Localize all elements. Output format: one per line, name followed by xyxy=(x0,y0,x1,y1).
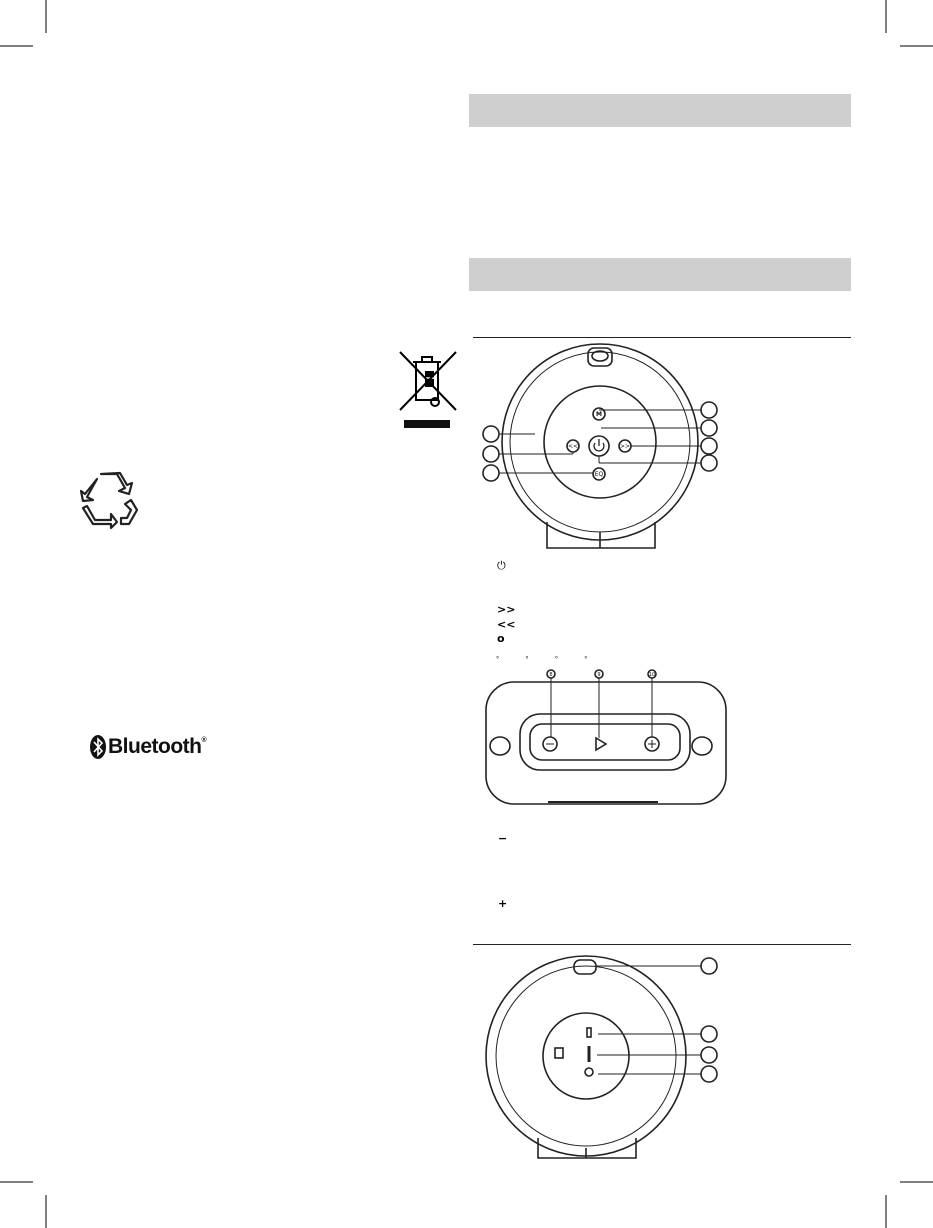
legend-circle-symbol: o xyxy=(497,632,505,645)
bluetooth-wordmark: Bluetooth xyxy=(108,735,202,758)
back-panel-diagram xyxy=(480,952,730,1164)
mode-button-label: M xyxy=(596,411,602,418)
divider-back-panel xyxy=(473,944,851,945)
legend-prev-symbol: << xyxy=(497,618,516,631)
callout-9: 9 xyxy=(597,672,601,678)
callout-10: 10 xyxy=(648,672,656,678)
svg-text:<<: << xyxy=(567,443,579,450)
svg-text:>>: >> xyxy=(619,443,631,450)
eq-button-label: EQ xyxy=(594,471,604,478)
registered-mark: ® xyxy=(201,737,207,744)
section-header-bar-1 xyxy=(469,94,851,127)
legend-plus-symbol: + xyxy=(498,897,508,910)
divider-front-panel xyxy=(473,337,851,338)
top-panel-diagram xyxy=(478,668,734,808)
callout-8: 8 xyxy=(549,672,553,678)
section-header-bar-2 xyxy=(469,258,851,291)
bluetooth-icon xyxy=(90,735,106,759)
recycle-icon xyxy=(79,470,139,528)
legend-next-symbol: >> xyxy=(497,603,516,616)
legend-minus-symbol: − xyxy=(498,832,508,845)
legend-power-symbol: ⏻ xyxy=(497,559,506,572)
bluetooth-logo xyxy=(90,735,206,759)
small-circle-row: ° ° ° ° xyxy=(496,655,600,664)
front-panel-diagram xyxy=(475,342,735,554)
crossed-out-wheelie-bin-icon xyxy=(398,350,458,430)
